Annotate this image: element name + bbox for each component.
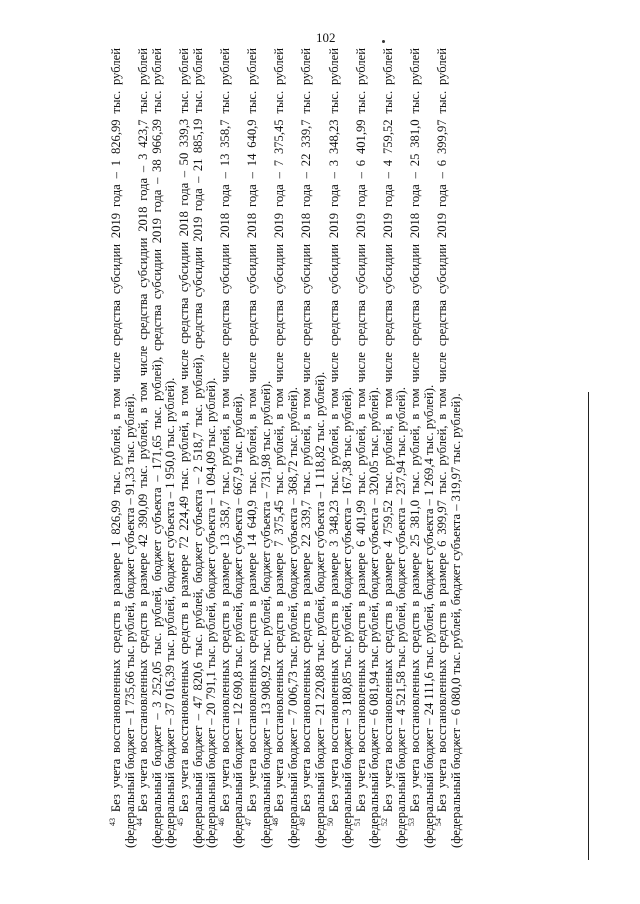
footnote-text: Без учета восстановленных средств в размере 22 339,7 тыс. рублей, в том числе средства субсидии 2018 года – 22 339,7 тыс. рублей (федеральный бюджет – 21 220,88 тыс. рублей, бюджет субъекта – 1 118,82 тыс. рублей). [299, 48, 327, 848]
footnote-45 [175, 48, 219, 848]
footnote-47 [243, 48, 273, 848]
footnote-marker: 53 [407, 818, 417, 826]
footnote-marker: 49 [298, 818, 308, 826]
footnote-51 [352, 48, 382, 848]
footnote-marker: 47 [243, 818, 253, 826]
footnote-marker: 43 [108, 818, 117, 826]
footnote-marker: 51 [352, 818, 362, 826]
footnote-50 [325, 48, 355, 848]
footnote-text: Без учета восстановленных средств в размере 25 381,0 тыс. рублей, в том числе средства субсидии 2018 года – 25 381,0 тыс. рублей (федеральный бюджет – 24 111,6 тыс. рублей, бюджет субъекта – 1 269,4 тыс. рублей). [408, 48, 436, 848]
footnote-text: Без учета восстановленных средств в размере 1 826,99 тыс. рублей, в том числе средства субсидии 2019 года – 1 826,99 тыс. рублей (федеральный бюджет – 1 735,66 тыс. рублей, бюджет субъекта – 91,33 тыс. рублей). [109, 48, 137, 848]
footnote-54 [436, 48, 463, 848]
footnotes-block [110, 48, 590, 848]
footnote-text: Без учета восстановленных средств в размере 3 348,23 тыс. рублей, в том числе средства субсидии 2019 года – 3 348,23 тыс. рублей (федеральный бюджет – 3 180,85 тыс. рублей, бюджет субъекта – 167,38 тыс. рублей). [326, 48, 355, 848]
footnote-48 [273, 48, 300, 848]
footnote-43 [110, 48, 137, 848]
footnote-marker: 46 [216, 818, 226, 826]
footnote-49 [300, 48, 327, 848]
footnote-text: Без учета восстановленных средств в размере 6 399,97 тыс. рублей, в том числе средства субсидии 2019 года – 6 399,97 тыс. рублей (федеральный бюджет – 6 080,0 тыс. рублей, бюджет субъекта – 319,97 тыс. рублей). [435, 48, 463, 848]
footnote-52 [379, 48, 409, 848]
footnote-53 [409, 48, 436, 848]
footnote-marker: 50 [325, 818, 335, 826]
footnote-text: Без учета восстановленных средств в размере 13 358,7 тыс. рублей, в том числе средства субсидии 2018 года – 13 358,7 тыс. рублей (федеральный бюджет – 12 690,8 тыс. рублей, бюджет субъекта – 667,9 тыс. рублей). [217, 48, 246, 848]
footnote-46 [216, 48, 246, 848]
footnote-text: Без учета восстановленных средств в размере 14 640,9 тыс. рублей, в том числе средства субсидии 2018 года – 14 640,9 тыс. рублей (федеральный бюджет – 13 908,92 тыс. рублей, бюджет субъекта – 731,98 тыс. рублей). [244, 48, 273, 848]
footnote-marker: 52 [379, 818, 389, 826]
footnote-text: Без учета восстановленных средств в размере 42 390,09 тыс. рублей, в том числе средства субсидии 2018 года – 3 423,7 тыс. рублей (федеральный бюджет – 3 252,05 тыс. рублей, бюджет субъекта – 171,65 тыс. рублей), средства субсидии 2019 года – 38 966,39 тыс. рублей (федеральный бюджет – 37 016,39 тыс. рублей, бюджет субъекта – 1 950,0 тыс. рублей). [136, 48, 178, 848]
footnote-marker: 44 [135, 818, 145, 826]
footnote-separator-rule [588, 392, 589, 860]
footnote-44 [137, 48, 178, 848]
footnote-text: Без учета восстановленных средств в размере 7 375,45 тыс. рублей, в том числе средства субсидии 2019 года – 7 375,45 тыс. рублей (федеральный бюджет – 7 006,73 тыс. рублей, бюджет субъекта – 368,72 тыс. рублей). [272, 48, 300, 848]
footnote-marker: 45 [175, 818, 185, 826]
scan-speck [382, 40, 385, 43]
footnote-text: Без учета восстановленных средств в размере 72 224,49 тыс. рублей, в том числе средства субсидии 2018 года – 50 339,3 тыс. рублей (федеральный бюджет – 47 820,6 тыс. рублей, бюджет субъекта – 2 518,7 тыс. рублей), средства субсидии 2019 года – 21 885,19 тыс. рублей (федеральный бюджет – 20 791,1 тыс. рублей, бюджет субъекта – 1 094,09 тыс. рублей). [176, 48, 219, 848]
footnote-text: Без учета восстановленных средств в размере 4 759,52 тыс. рублей, в том числе средства субсидии 2019 года – 4 759,52 тыс. рублей (федеральный бюджет – 4 521,58 тыс. рублей, бюджет субъекта – 237,94 тыс. рублей). [380, 48, 409, 848]
footnote-text: Без учета восстановленных средств в размере 6 401,99 тыс. рублей, в том числе средства субсидии 2019 года – 6 401,99 тыс. рублей (федеральный бюджет – 6 081,94 тыс. рублей, бюджет субъекта – 320,05 тыс. рублей). [353, 48, 382, 848]
page-number: 102 [316, 30, 336, 45]
footnote-marker: 54 [434, 818, 444, 826]
footnote-marker: 48 [271, 818, 281, 826]
